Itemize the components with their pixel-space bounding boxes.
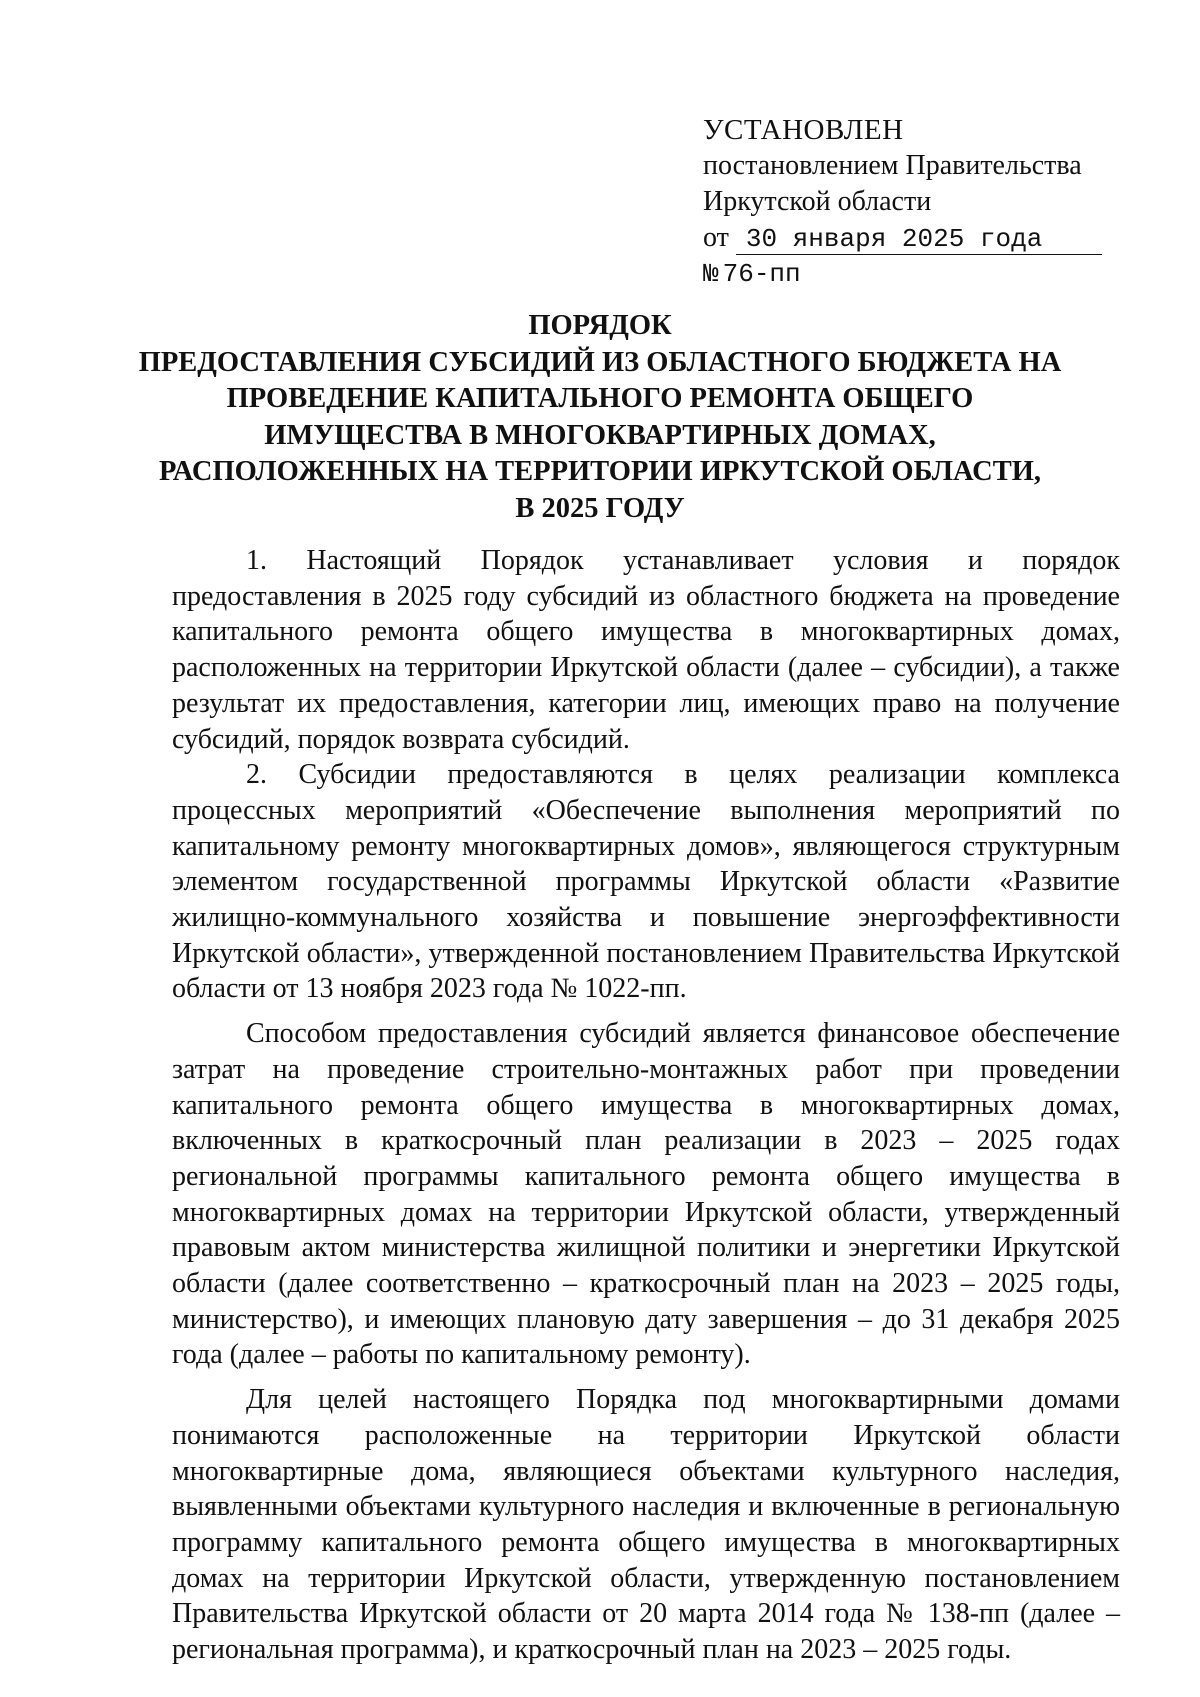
approval-date-value: 30 января 2025 года <box>736 224 1102 255</box>
title-line: ПОРЯДОК <box>528 310 672 341</box>
approval-heading: УСТАНОВЛЕН <box>703 114 904 146</box>
approval-number-value: 76-пп <box>722 259 801 289</box>
paragraph-1: 1. Настоящий Порядок устанавливает условия и порядок предоставления в 2025 году субсидий из областного бюджета на проведение капитального ремонта общего имущества в многоквартирных домах, расположенных на территории Иркутской области (далее – субсидии), а также результат их предоставления, категории лиц, имеющих право на получение субсидий, порядок возврата субсидий. <box>172 545 1120 755</box>
title-line: РАСПОЛОЖЕННЫХ НА ТЕРРИТОРИИ ИРКУТСКОЙ ОБЛАСТИ, <box>158 456 1042 487</box>
paragraph-2: 2. Субсидии предоставляются в целях реализации комплекса процессных мероприятий «Обеспечение выполнения мероприятий по капитальному ремонту многоквартирных домов», являющегося структурным элементом государственной программы Иркутской области «Развитие жилищно-коммунального хозяйства и повышение энергоэффективности Иркутской области», утвержденной постановлением Правительства Иркутской области от 13 ноября 2023 года № 1022-пп. <box>172 759 1120 1005</box>
document-title <box>100 308 1100 527</box>
document-body <box>172 543 1120 1668</box>
approval-number-prefix: № <box>703 259 719 289</box>
approval-date-line <box>703 220 1123 256</box>
approval-block <box>703 112 1123 292</box>
approval-line-1: постановлением Правительства <box>703 150 1082 181</box>
title-line: ПРЕДОСТАВЛЕНИЯ СУБСИДИЙ ИЗ ОБЛАСТНОГО БЮДЖЕТА НА <box>138 346 1062 378</box>
paragraph-4: Для целей настоящего Порядка под многоквартирными домами понимаются расположенные на территории Иркутской области многоквартирные дома, являющиеся объектами культурного наследия, выявленными объектами культурного наследия и включенные в региональную программу капитального ремонта общего имущества в многоквартирных домах на территории Иркутской области, утвержденную постановлением Правительства Иркутской области от 20 марта 2014 года № 138-пп (далее – региональная программа), и краткосрочный план на 2023 – 2025 годы. <box>172 1384 1120 1666</box>
approval-line-2: Иркутской области <box>703 186 932 217</box>
title-line: ПРОВЕДЕНИЕ КАПИТАЛЬНОГО РЕМОНТА ОБЩЕГО <box>226 383 974 414</box>
title-line: В 2025 ГОДУ <box>515 492 685 524</box>
approval-number-line <box>703 256 1123 292</box>
paragraph-3: Способом предоставления субсидий является финансовое обеспечение затрат на проведение строительно-монтажных работ при проведении капитального ремонта общего имущества в многоквартирных домах, включенных в краткосрочный план реализации в 2023 – 2025 годах региональной программы капитального ремонта общего имущества в многоквартирных домах на территории Иркутской области, утвержденный правовым актом министерства жилищной политики и энергетики Иркутской области (далее соответственно – краткосрочный план на 2023 – 2025 годы, министерство), и имеющих плановую дату завершения – до 31 декабря 2025 года (далее – работы по капитальному ремонту). <box>172 1018 1120 1371</box>
approval-date-prefix: от <box>703 222 729 253</box>
title-line: ИМУЩЕСТВА В МНОГОКВАРТИРНЫХ ДОМАХ, <box>264 419 936 451</box>
